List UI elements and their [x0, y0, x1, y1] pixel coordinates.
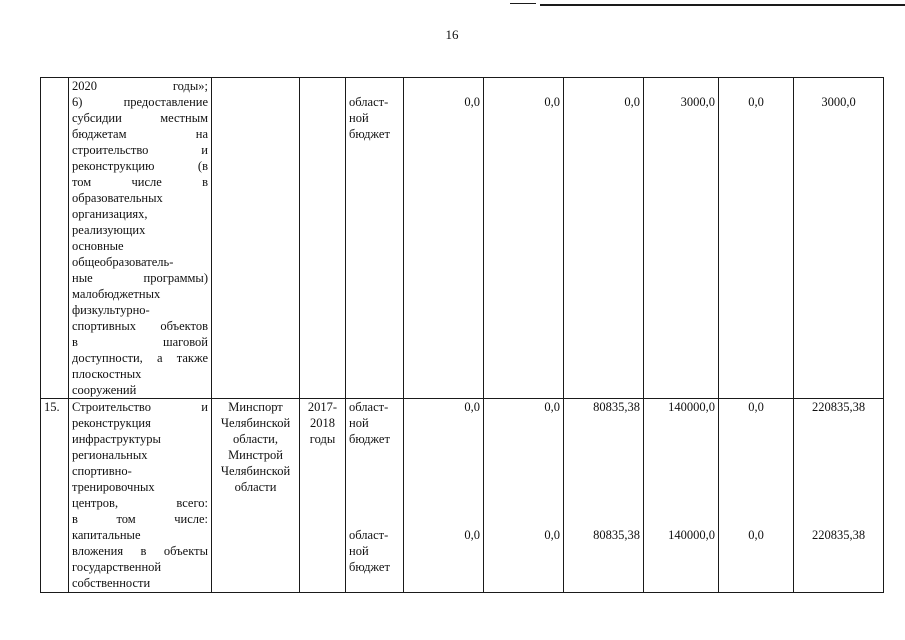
value-sub: 0,0 — [544, 528, 560, 542]
description-line: спортивных объектов — [72, 319, 208, 333]
value-total: 220835,38 — [811, 400, 866, 414]
executor-line: Челябинской — [220, 464, 291, 478]
period-cell — [300, 78, 346, 399]
executor-cell — [212, 399, 300, 593]
description-line: тренировочных — [72, 480, 155, 494]
description-cell — [69, 78, 212, 399]
description-line: реализующих — [72, 223, 146, 237]
value-sub: 80835,38 — [593, 528, 640, 542]
description-line: реконструкцию (в — [72, 159, 208, 173]
description-line: в шаговой — [72, 335, 208, 349]
description-line: бюджетам на — [72, 127, 208, 141]
value-sub: 0,0 — [464, 528, 480, 542]
value-cell: 3000,0 — [794, 78, 884, 399]
table-row-15 — [41, 399, 884, 593]
description-line: реконструкция — [72, 416, 151, 430]
executor-cell — [212, 78, 300, 399]
scan-artifact-line — [540, 4, 905, 6]
description-line: собственности — [72, 576, 151, 590]
value-total: 140000,0 — [668, 400, 715, 414]
description-line: субсидии местным — [72, 111, 208, 125]
description-line: общеобразователь- — [72, 255, 174, 269]
description-line: малобюджетных — [72, 287, 161, 301]
source-line: област- — [349, 400, 389, 414]
value-total: 0,0 — [464, 400, 480, 414]
description-line: ные программы) — [72, 271, 208, 285]
funding-source-cell — [346, 399, 404, 593]
value-sub: 220835,38 — [811, 528, 866, 542]
description-line: доступности, а также — [72, 351, 208, 365]
row-number-cell — [41, 78, 69, 399]
executor-line: области, — [233, 432, 278, 446]
value-total: 80835,38 — [593, 400, 640, 414]
value-cell — [794, 399, 884, 593]
source-line: бюджет — [349, 432, 390, 446]
value-cell — [404, 399, 484, 593]
value-cell: 0,0 — [719, 78, 794, 399]
description-line: том числе в — [72, 175, 208, 189]
value-sub: 0,0 — [748, 528, 764, 542]
description-line: образовательных — [72, 191, 163, 205]
funding-source-cell — [346, 78, 404, 399]
source-line: ной — [349, 111, 369, 125]
executor-line: области — [234, 480, 277, 494]
value-cell — [644, 399, 719, 593]
value-cell — [564, 399, 644, 593]
description-line: центров, всего: — [72, 496, 208, 510]
executor-line: Минстрой — [228, 448, 283, 462]
description-line: инфраструктуры — [72, 432, 161, 446]
description-line: Строительство и — [72, 400, 208, 414]
source-line: бюджет — [349, 127, 390, 141]
value-cell: 0,0 — [484, 78, 564, 399]
value-total: 0,0 — [544, 400, 560, 414]
description-line: организациях, — [72, 207, 148, 221]
description-line: 6) предоставление — [72, 95, 208, 109]
source-line: ной — [349, 416, 369, 430]
source-line: област- — [349, 528, 389, 542]
value-cell: 3000,0 — [644, 78, 719, 399]
source-line: бюджет — [349, 560, 390, 574]
scan-artifact-line — [510, 3, 536, 4]
description-line: физкультурно- — [72, 303, 150, 317]
value-cell — [719, 399, 794, 593]
description-line: в том числе: — [72, 512, 208, 526]
executor-line: Минспорт — [228, 400, 283, 414]
value-total: 0,0 — [748, 400, 764, 414]
description-line: государственной — [72, 560, 162, 574]
description-line: региональных — [72, 448, 148, 462]
period-cell — [300, 399, 346, 593]
period-line: 2017- — [307, 400, 338, 414]
description-line: 2020 годы»; — [72, 79, 208, 93]
value-cell — [484, 399, 564, 593]
description-cell — [69, 399, 212, 593]
executor-line: Челябинской — [220, 416, 291, 430]
page-number: 16 — [445, 27, 459, 42]
description-line: капитальные — [72, 528, 141, 542]
value-cell: 0,0 — [404, 78, 484, 399]
table-row-continuation — [41, 78, 884, 399]
period-line: годы — [309, 432, 336, 446]
period-line: 2018 — [310, 416, 335, 430]
value-cell: 0,0 — [564, 78, 644, 399]
value-sub: 140000,0 — [668, 528, 715, 542]
description-line: вложения в объекты — [72, 544, 208, 558]
source-line: ной — [349, 544, 369, 558]
description-line: строительство и — [72, 143, 208, 157]
description-line: сооружений — [72, 383, 137, 397]
budget-table — [40, 77, 884, 593]
row-number-cell: 15. — [41, 399, 69, 593]
description-line: спортивно- — [72, 464, 132, 478]
description-line: основные — [72, 239, 124, 253]
description-line: плоскостных — [72, 367, 142, 381]
source-line: област- — [349, 95, 389, 109]
